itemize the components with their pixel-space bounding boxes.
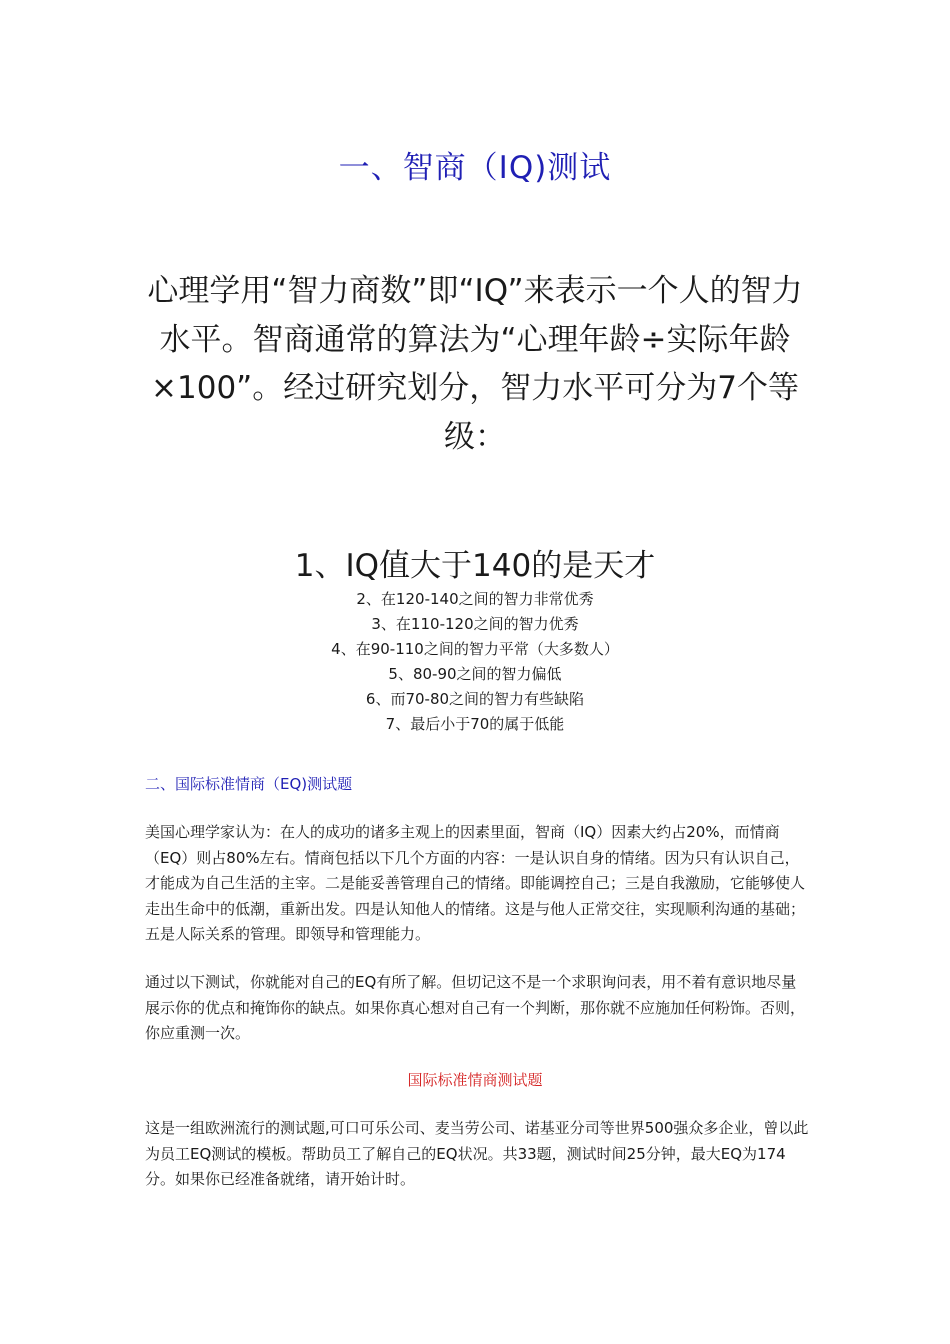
- eq-test-title: 国际标准情商测试题: [407, 1071, 543, 1089]
- eq-test-description-paragraph: 这是一组欧洲流行的测试题,可口可乐公司、麦当劳公司、诺基亚分司等世界500强众多企业，曾以此为员工EQ测试的模板。帮助员工了解自己的EQ状况。共33题，测试时间25分钟，最大EQ为174分。如果你已经准备就绪，请开始计时。: [145, 1119, 809, 1188]
- iq-level-1: 1、IQ值大于140的是天才: [294, 548, 656, 584]
- iq-intro-paragraph: 心理学用“智力商数”即“IQ”来表示一个人的智力水平。智商通常的算法为“心理年龄÷实际年龄×100”。经过研究划分，智力水平可分为7个等级：: [147, 273, 803, 455]
- iq-level-item: 7、最后小于70的属于低能: [385, 715, 565, 733]
- iq-level-item: 6、而70-80之间的智力有些缺陷: [365, 690, 585, 708]
- page-title: 一、智商（IQ)测试: [338, 150, 612, 186]
- iq-levels-list: [0, 587, 950, 737]
- iq-level-item: 3、在110-120之间的智力优秀: [371, 615, 579, 633]
- eq-intro-paragraph: 美国心理学家认为：在人的成功的诸多主观上的因素里面，智商（IQ）因素大约占20%，而情商（EQ）则占80%左右。情商包括以下几个方面的内容：一是认识自身的情绪。因为只有认识自己，才能成为自己生活的主宰。二是能妥善管理自己的情绪。即能调控自己；三是自我激励，它能够使人走出生命中的低潮，重新出发。四是认知他人的情绪。这是与他人正常交往，实现顺利沟通的基础；五是人际关系的管理。即领导和管理能力。: [145, 823, 806, 943]
- iq-level-item: 5、80-90之间的智力偏低: [388, 665, 562, 683]
- iq-level-item: 2、在120-140之间的智力非常优秀: [356, 590, 594, 608]
- eq-test-note-paragraph: 通过以下测试，你就能对自己的EQ有所了解。但切记这不是一个求职询问表，用不着有意识地尽量展示你的优点和掩饰你的缺点。如果你真心想对自己有一个判断，那你就不应施加任何粉饰。否则，你应重测一次。: [145, 973, 806, 1042]
- section2-title: 二、国际标准情商（EQ)测试题: [145, 775, 353, 793]
- iq-level-item: 4、在90-110之间的智力平常（大多数人）: [331, 640, 619, 658]
